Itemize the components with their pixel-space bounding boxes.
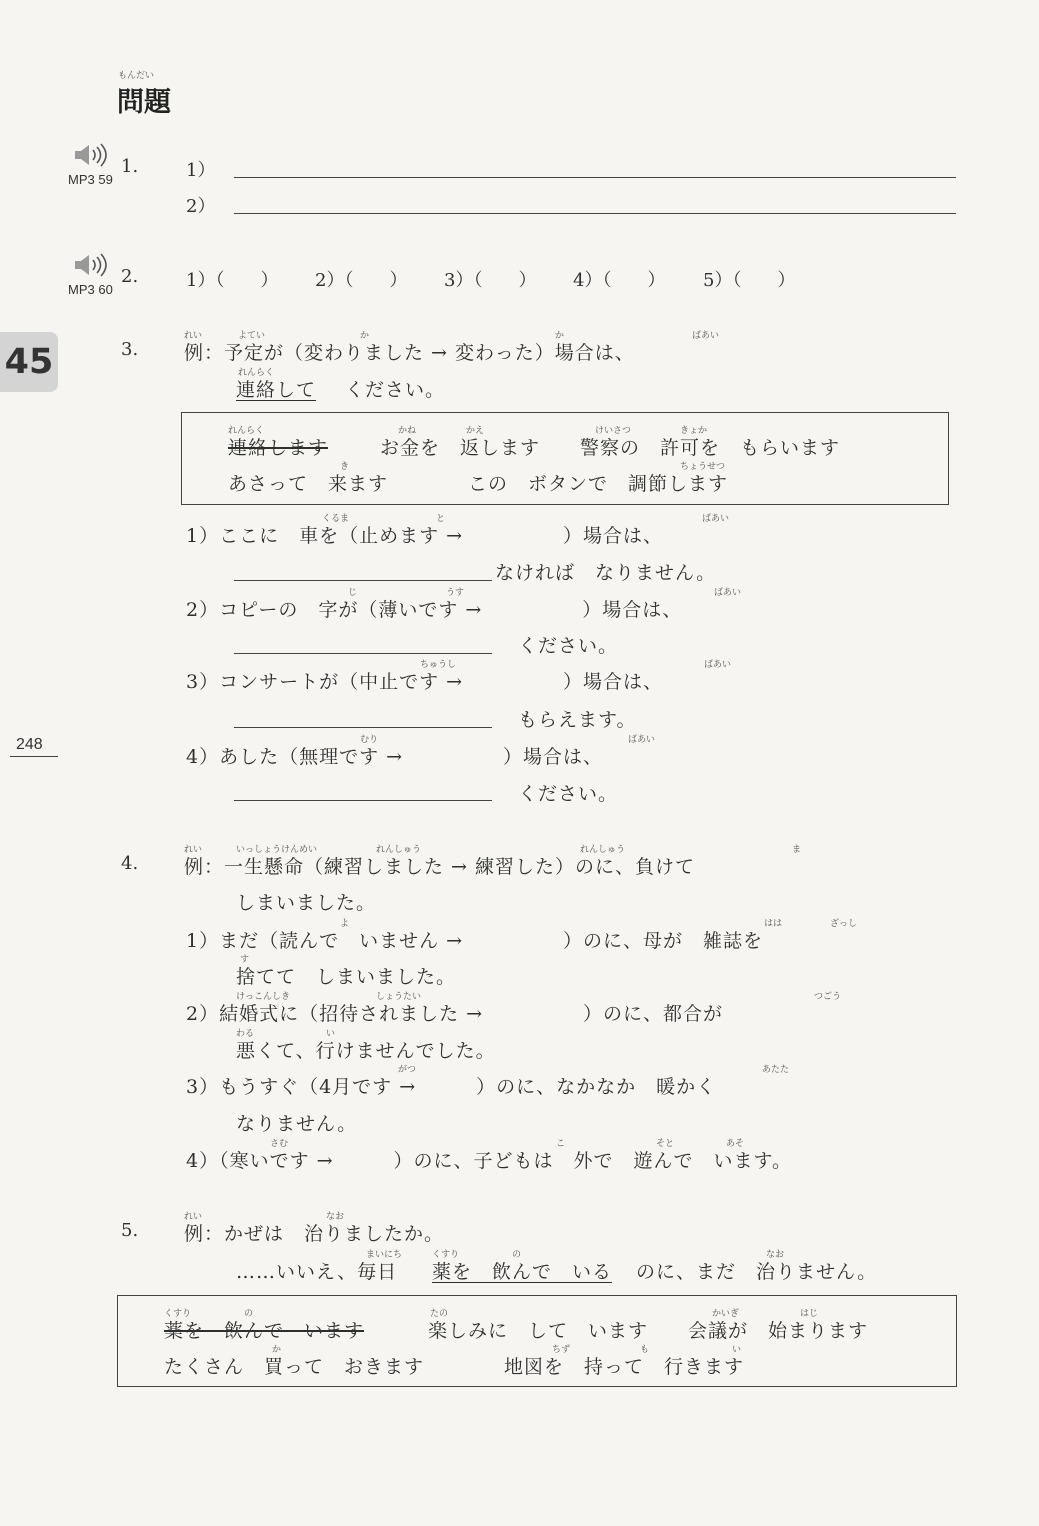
ruby: も bbox=[640, 1345, 650, 1355]
ruby: れんしゅう bbox=[580, 845, 626, 855]
ruby: ちず bbox=[552, 1345, 571, 1355]
exercise-item: 3）コンサートが（中止です → ）場合は、 bbox=[186, 671, 664, 693]
ruby: ばあい bbox=[714, 588, 742, 598]
title-ruby: もんだい bbox=[118, 71, 155, 81]
answer-choice[interactable]: 1）（ ） bbox=[186, 270, 279, 291]
exercise-item-tail: 悪くて、行けませんでした。 bbox=[236, 1040, 496, 1062]
ruby: はは bbox=[764, 919, 783, 929]
word-box-example: 薬を 飲んで います bbox=[164, 1320, 365, 1342]
ruby: ばあい bbox=[702, 514, 730, 524]
example-sentence: 例：かぜは 治りましたか。 bbox=[184, 1223, 445, 1245]
ruby: こ bbox=[556, 1139, 566, 1149]
ruby: そと bbox=[656, 1139, 675, 1149]
question-number: 2. bbox=[121, 266, 139, 287]
answer-item-label: 2） bbox=[186, 196, 216, 217]
exercise-item: 2）結婚式に（招待されました → ）のに、都合が bbox=[186, 1003, 724, 1025]
exercise-item-tail: 捨てて しまいました。 bbox=[236, 966, 457, 988]
word-box-choices: 楽しみに して います 会議が 始まります bbox=[428, 1320, 869, 1342]
ruby: かえ bbox=[466, 426, 485, 436]
ruby: い bbox=[732, 1345, 742, 1355]
ruby: けいさつ bbox=[595, 426, 632, 436]
ruby: と bbox=[436, 514, 446, 524]
ruby: よてい bbox=[238, 331, 266, 341]
ruby: れい bbox=[184, 331, 203, 341]
ruby: ざっし bbox=[830, 919, 858, 929]
word-box-choices: たくさん 買って おきます 地図を 持って 行きます bbox=[164, 1356, 745, 1378]
ruby: ま bbox=[792, 845, 802, 855]
exercise-item: 2）コピーの 字が（薄いです → ）場合は、 bbox=[186, 599, 683, 621]
ruby: くるま bbox=[322, 514, 350, 524]
ruby: い bbox=[326, 1029, 336, 1039]
ruby: れい bbox=[184, 845, 203, 855]
ruby: か bbox=[360, 331, 370, 341]
question-number: 5. bbox=[121, 1220, 139, 1241]
ruby: うす bbox=[446, 588, 465, 598]
example-sentence: しまいました。 bbox=[236, 892, 377, 914]
speaker-icon[interactable] bbox=[72, 253, 112, 277]
ruby: れんらく bbox=[228, 426, 265, 436]
exercise-item-tail: ください。 bbox=[518, 783, 619, 805]
exercise-item: 3）もうすぐ（4月です → ）のに、なかなか 暖かく bbox=[186, 1076, 717, 1098]
ruby: わる bbox=[236, 1029, 255, 1039]
ruby: けっこんしき bbox=[236, 992, 291, 1002]
ruby: がつ bbox=[398, 1065, 417, 1075]
audio-track-label: MP3 59 bbox=[68, 172, 113, 187]
ruby: す bbox=[240, 955, 250, 965]
ruby: ちゅうし bbox=[420, 660, 457, 670]
ruby: たの bbox=[430, 1309, 449, 1319]
ruby: よ bbox=[340, 919, 350, 929]
answer-choice[interactable]: 5）（ ） bbox=[703, 270, 796, 291]
page-number: 248 bbox=[16, 736, 43, 753]
exercise-item-tail: なりません。 bbox=[236, 1113, 358, 1135]
example-sentence: のに、まだ 治りません。 bbox=[636, 1261, 878, 1283]
ruby: しょうたい bbox=[376, 992, 422, 1002]
ruby: くすり bbox=[432, 1250, 460, 1260]
ruby: さむ bbox=[270, 1139, 289, 1149]
word-box-choices: お金を 返します 警察の 許可を もらいます bbox=[380, 437, 841, 459]
ruby: ばあい bbox=[692, 331, 720, 341]
ruby: ばあい bbox=[628, 735, 656, 745]
ruby: くすり bbox=[164, 1309, 192, 1319]
answer-item-label: 1） bbox=[186, 160, 216, 181]
ruby: の bbox=[512, 1250, 522, 1260]
exercise-item: 4）（寒いです → ）のに、子どもは 外で 遊んで います。 bbox=[186, 1150, 793, 1172]
question-number: 1. bbox=[121, 156, 139, 177]
ruby: か bbox=[555, 331, 565, 341]
ruby: まいにち bbox=[366, 1250, 403, 1260]
exercise-item: 4）あした（無理です → ）場合は、 bbox=[186, 746, 604, 768]
chapter-tab: 45 bbox=[0, 332, 58, 392]
exercise-item-tail: ください。 bbox=[518, 635, 619, 657]
example-sentence: 例：予定が（変わりました → 変わった）場合は、 bbox=[184, 342, 635, 364]
exercise-item: 1）ここに 車を（止めます → ）場合は、 bbox=[186, 525, 664, 547]
ruby: はじ bbox=[800, 1309, 819, 1319]
example-sentence: ください。 bbox=[345, 379, 446, 401]
ruby: かいぎ bbox=[712, 1309, 740, 1319]
word-box-example: 連絡します bbox=[228, 437, 329, 459]
question-number: 4. bbox=[121, 853, 139, 874]
speaker-icon[interactable] bbox=[72, 143, 112, 167]
page-number-rule bbox=[10, 756, 58, 757]
ruby: じ bbox=[348, 588, 358, 598]
ruby: か bbox=[272, 1345, 282, 1355]
page-title: 問題 bbox=[117, 87, 171, 118]
ruby: の bbox=[244, 1309, 254, 1319]
ruby: いっしょうけんめい bbox=[236, 845, 318, 855]
exercise-item-tail: なければ なりません。 bbox=[495, 562, 717, 584]
answer-choice[interactable]: 4）（ ） bbox=[573, 270, 666, 291]
ruby: むり bbox=[360, 735, 379, 745]
exercise-item: 1）まだ（読んで いません → ）のに、母が 雑誌を bbox=[186, 930, 764, 952]
ruby: きょか bbox=[680, 426, 708, 436]
answer-line[interactable] bbox=[234, 213, 956, 214]
ruby: れんしゅう bbox=[376, 845, 422, 855]
question-number: 3. bbox=[121, 339, 139, 360]
ruby: なお bbox=[326, 1212, 345, 1222]
ruby: ちょうせつ bbox=[680, 462, 726, 472]
answer-line[interactable] bbox=[234, 177, 956, 178]
ruby: き bbox=[340, 462, 350, 472]
answer-line[interactable] bbox=[234, 800, 492, 801]
audio-track-label: MP3 60 bbox=[68, 282, 113, 297]
answer-line[interactable] bbox=[234, 580, 492, 581]
example-answer: 薬を 飲んで いる bbox=[432, 1261, 613, 1283]
answer-choice[interactable]: 2）（ ） bbox=[315, 270, 408, 291]
ruby: ばあい bbox=[704, 660, 732, 670]
ruby: あたた bbox=[762, 1065, 790, 1075]
ruby: つごう bbox=[814, 992, 842, 1002]
answer-choice[interactable]: 3）（ ） bbox=[444, 270, 537, 291]
ruby: なお bbox=[766, 1250, 785, 1260]
example-sentence: 例：一生懸命（練習しました → 練習した）のに、負けて bbox=[184, 856, 696, 878]
ruby: れい bbox=[184, 1212, 203, 1222]
example-sentence: ……いいえ、毎日 bbox=[236, 1261, 398, 1283]
answer-line[interactable] bbox=[234, 727, 492, 728]
ruby: れんらく bbox=[238, 368, 275, 378]
ruby: あそ bbox=[726, 1139, 745, 1149]
ruby: かね bbox=[398, 426, 417, 436]
exercise-item-tail: もらえます。 bbox=[518, 709, 637, 731]
example-answer: 連絡して bbox=[236, 379, 317, 401]
word-box-choices: あさって 来ます この ボタンで 調節します bbox=[228, 473, 729, 495]
answer-line[interactable] bbox=[234, 653, 492, 654]
